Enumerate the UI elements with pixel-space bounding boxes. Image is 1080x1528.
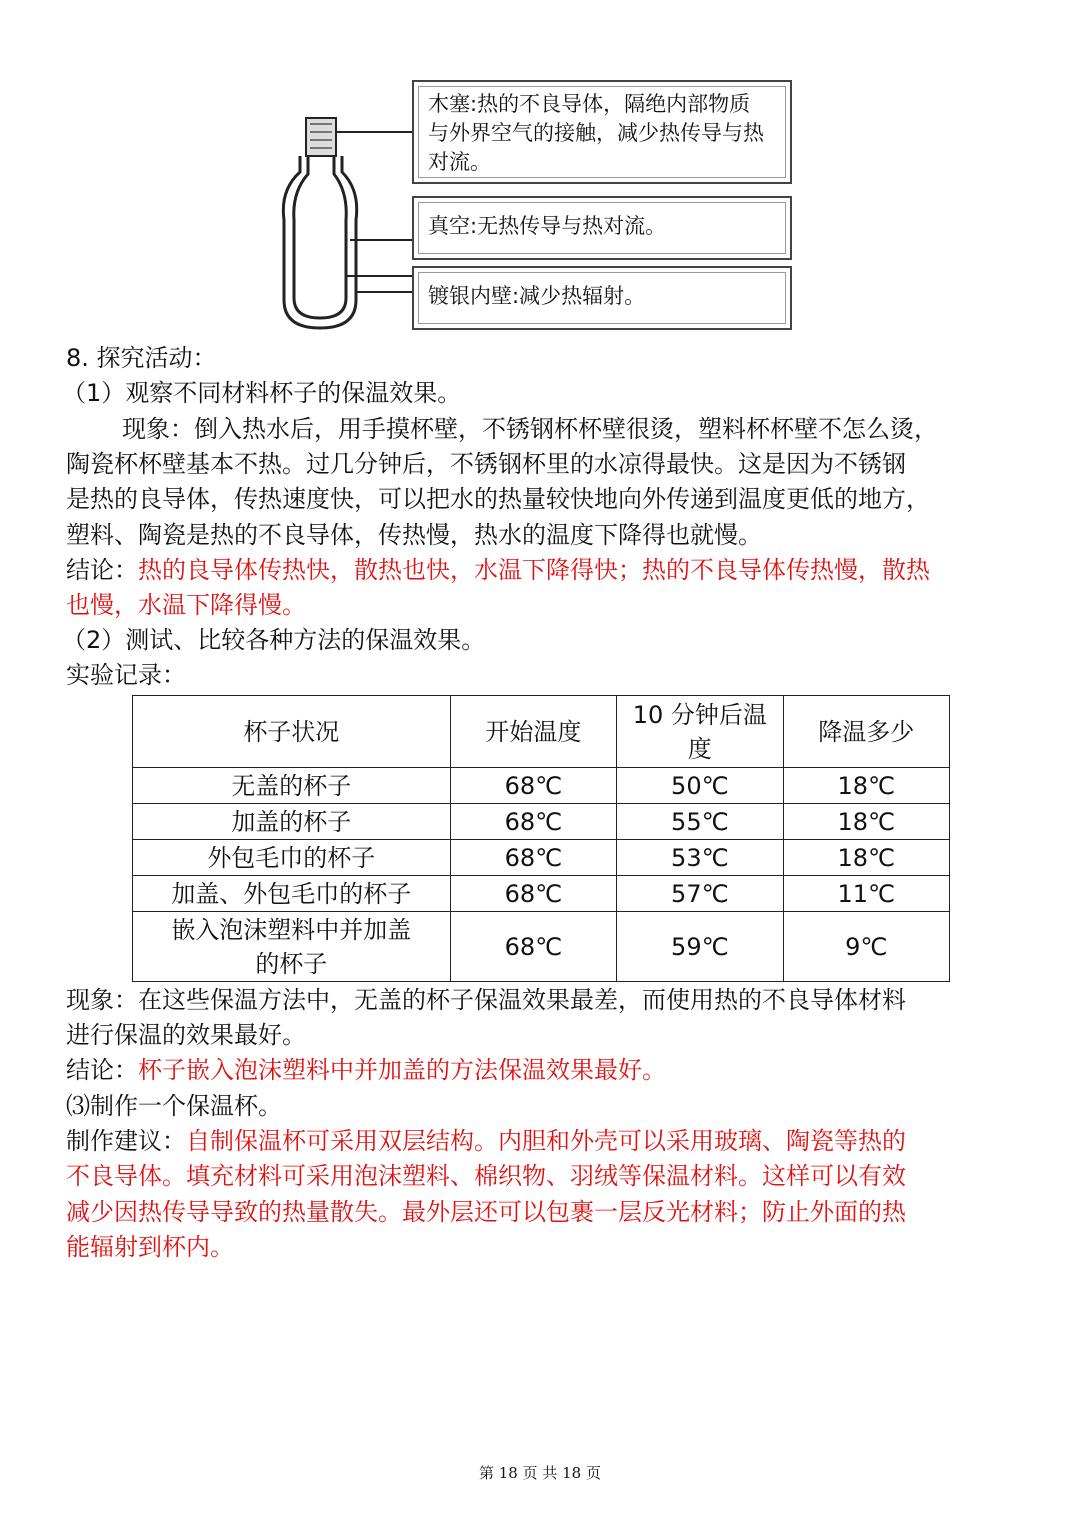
- suggestion-text: 自制保温杯可采用双层结构。内胆和外壳可以采用玻璃、陶瓷等热的: [186, 1127, 906, 1155]
- table-row: [133, 768, 950, 804]
- activity-3-suggestion-line-2: 不良导体。填充材料可采用泡沫塑料、棉织物、羽绒等保温材料。这样可以有效: [66, 1162, 906, 1190]
- vacuum-note: 真空:无热传导与热对流。: [428, 214, 667, 238]
- activity-2-conclusion: [66, 1053, 666, 1088]
- table-cell: 9℃: [783, 912, 949, 982]
- table-cell: 68℃: [450, 912, 616, 982]
- table-cell: [133, 912, 451, 982]
- table-cell: 50℃: [617, 768, 783, 804]
- header-cell-line: 10 分钟后温: [632, 700, 767, 729]
- activity-1-conclusion-line-2: 也慢，水温下降得慢。: [66, 591, 306, 619]
- activity-1-conclusion: [66, 553, 930, 588]
- page-footer: 第 18 页 共 18 页: [478, 1464, 601, 1482]
- table-cell-line: 嵌入泡沫塑料中并加盖: [171, 915, 412, 944]
- section-heading: 8. 探究活动：: [66, 344, 217, 372]
- activity-1-title: （1）观察不同材料杯子的保温效果。: [62, 379, 462, 407]
- activity-3-suggestion: [66, 1124, 906, 1159]
- table-cell: 68℃: [450, 840, 616, 876]
- header-cell: 降温多少: [783, 696, 949, 768]
- activity-2-phenomenon-line-2: 进行保温的效果最好。: [66, 1021, 306, 1049]
- table-header-row: [133, 696, 950, 768]
- cork-callout: [412, 80, 792, 184]
- table-cell: 59℃: [617, 912, 783, 982]
- silver-note: 镀银内壁:减少热辐射。: [428, 284, 646, 308]
- table-cell: 18℃: [783, 840, 949, 876]
- vacuum-callout: [412, 196, 792, 260]
- activity-3-suggestion-line-3: 减少因热传导导致的热量散失。最外层还可以包裹一层反光材料；防止外面的热: [66, 1198, 906, 1226]
- cork-note-line-2: 与外界空气的接触，减少热传导与热: [428, 121, 764, 145]
- table-row: [133, 840, 950, 876]
- activity-1-phenomenon-line-4: 塑料、陶瓷是热的不良导体，传热慢，热水的温度下降得也就慢。: [66, 521, 762, 549]
- conclusion-label: 结论：: [66, 1056, 138, 1084]
- table-row: [133, 876, 950, 912]
- table-cell: 外包毛巾的杯子: [133, 840, 451, 876]
- table-cell: 68℃: [450, 804, 616, 840]
- table-cell: 11℃: [783, 876, 949, 912]
- activity-1-phenomenon-line-2: 陶瓷杯杯壁基本不热。过几分钟后，不锈钢杯里的水凉得最快。这是因为不锈钢: [66, 450, 906, 478]
- header-cell: 杯子状况: [133, 696, 451, 768]
- table-cell-line: 的杯子: [255, 949, 328, 978]
- table-cell: 18℃: [783, 804, 949, 840]
- suggestion-label: 制作建议：: [66, 1127, 186, 1155]
- table-row: [133, 804, 950, 840]
- activity-3-title: ⑶制作一个保温杯。: [66, 1092, 282, 1120]
- silver-callout: [412, 266, 792, 330]
- table-cell: 68℃: [450, 768, 616, 804]
- activity-2-title: （2）测试、比较各种方法的保温效果。: [62, 626, 486, 654]
- table-cell: 无盖的杯子: [133, 768, 451, 804]
- table-cell: 加盖、外包毛巾的杯子: [133, 876, 451, 912]
- cork-note-line-3: 对流。: [428, 150, 491, 174]
- activity-2-phenomenon-line-1: 现象：在这些保温方法中，无盖的杯子保温效果最差，而使用热的不良导体材料: [66, 986, 906, 1014]
- table-cell: 57℃: [617, 876, 783, 912]
- conclusion-label: 结论：: [66, 556, 138, 584]
- activity-3-suggestion-line-4: 能辐射到杯内。: [66, 1233, 234, 1261]
- header-cell: 开始温度: [450, 696, 616, 768]
- table-row: [133, 912, 950, 982]
- experiment-record-table: [132, 695, 950, 982]
- cork-note-line-1: 木塞:热的不良导体，隔绝内部物质: [428, 92, 751, 116]
- activity-1-phenomenon-line-1: 现象：倒入热水后，用手摸杯壁，不锈钢杯杯壁很烫，塑料杯杯壁不怎么烫，: [122, 415, 938, 443]
- table-cell: 68℃: [450, 876, 616, 912]
- table-cell: 55℃: [617, 804, 783, 840]
- activity-1-phenomenon-line-3: 是热的良导体，传热速度快，可以把水的热量较快地向外传递到温度更低的地方，: [66, 485, 930, 513]
- record-label: 实验记录：: [66, 661, 186, 689]
- conclusion-text: 杯子嵌入泡沫塑料中并加盖的方法保温效果最好。: [138, 1056, 666, 1084]
- header-cell-line: 度: [687, 734, 712, 763]
- table-cell: 18℃: [783, 768, 949, 804]
- conclusion-text: 热的良导体传热快，散热也快，水温下降得快；热的不良导体传热慢，散热: [138, 556, 930, 584]
- header-cell: [617, 696, 783, 768]
- table-cell: 加盖的杯子: [133, 804, 451, 840]
- thermos-diagram: [270, 110, 420, 335]
- table-cell: 53℃: [617, 840, 783, 876]
